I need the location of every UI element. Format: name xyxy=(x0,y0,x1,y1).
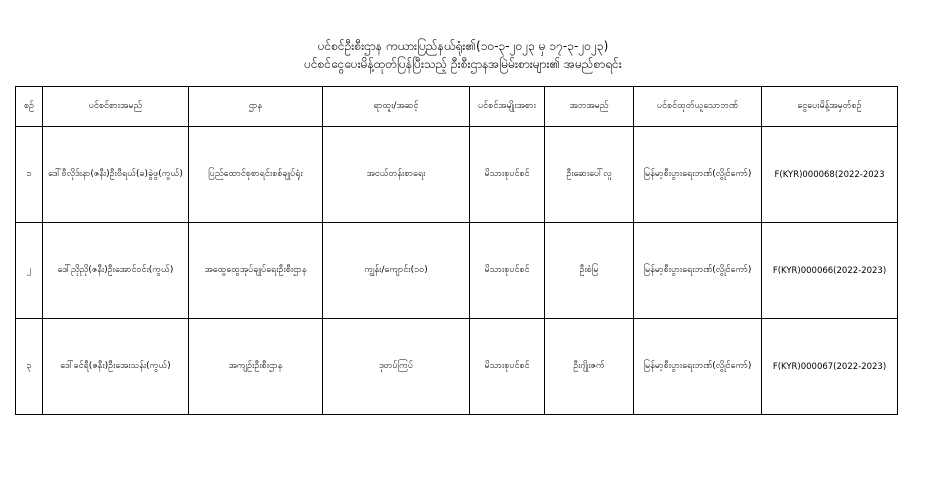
cell-pension-type: မိသားစုပင်စင် xyxy=(470,319,545,415)
col-header-bank: ပင်စင်ထုတ်ယူသောဘဏ် xyxy=(634,87,762,127)
cell-father-name: ဦးစံမြ xyxy=(545,223,634,319)
cell-department: ပြည်ထောင်စုစာရင်းစစ်ချုပ်ရုံး xyxy=(189,127,323,223)
col-header-rank: ရာထူး/အဆင့် xyxy=(323,87,470,127)
col-header-department: ဌာန xyxy=(189,87,323,127)
col-header-father-name: အဘအမည် xyxy=(545,87,634,127)
cell-bank: မြန်မာ့စီးပွားရေးဘဏ်(လွိုင်ကော်) xyxy=(634,223,762,319)
cell-department: အထွေထွေအုပ်ချုပ်ရေးဦးစီးဌာန xyxy=(189,223,323,319)
cell-rank: ကျွန်း/ကျောင်း(၁၀) xyxy=(323,223,470,319)
cell-rank: ဒုတပ်ကြပ် xyxy=(323,319,470,415)
cell-bank: မြန်မာ့စီးပွားရေးဘဏ်(လွိုင်ကော်) xyxy=(634,319,762,415)
col-header-order-number: ငွေပေးမိန့်အမှတ်စဉ် xyxy=(762,87,898,127)
cell-order-number: F(KYR)000066(2022-2023) xyxy=(762,223,898,319)
cell-pensioner-name: ဒေါ်ခင်ရီ(ဇနီး)ဦးအေးသန်း(ကွယ်) xyxy=(43,319,189,415)
table-row xyxy=(16,127,898,223)
pension-table xyxy=(15,86,898,415)
cell-order-number: F(KYR)000068(2022-2023 xyxy=(762,127,898,223)
cell-father-name: ဦးဂျိုးဇက် xyxy=(545,319,634,415)
cell-department: အကျဉ်းဦးစီးဌာန xyxy=(189,319,323,415)
document-subtitle: ပင်စင်ငွေပေးမိန့်ထုတ်ပြန်ပြီးသည့် ဦးစီးဌာနအမြဲမ်းစားများ၏ အမည်စာရင်း xyxy=(304,57,622,71)
cell-serial: ၂ xyxy=(16,223,43,319)
table-row xyxy=(16,223,898,319)
cell-serial: ၃ xyxy=(16,319,43,415)
cell-pensioner-name: ဒေါ်ဗီလိုဒ်းနာ(ဇနီး)ဦးဗီရယ်(ခ)ခွဲဖွ(ကွယ်) xyxy=(43,127,189,223)
header-row xyxy=(16,87,898,127)
cell-bank: မြန်မာ့စီးပွားရေးဘဏ်(လွိုင်ကော်) xyxy=(634,127,762,223)
cell-pension-type: မိသားစုပင်စင် xyxy=(470,223,545,319)
cell-order-number: F(KYR)000067(2022-2023) xyxy=(762,319,898,415)
document-title: ပင်စင်ဦးစီးဌာန ကယားပြည်နယ်ရုံး၏(၁၀-၃-၂၀၂၃ မှ ၁၇-၃-၂၀၂၃) xyxy=(317,39,609,53)
cell-pension-type: မိသားစုပင်စင် xyxy=(470,127,545,223)
cell-serial: ၁ xyxy=(16,127,43,223)
col-header-pension-type: ပင်စင်အမျိုးအစား xyxy=(470,87,545,127)
col-header-pensioner-name: ပင်စင်စားအမည် xyxy=(43,87,189,127)
col-header-serial: စဉ် xyxy=(16,87,43,127)
cell-father-name: ဦးဆေးပေါ်လူ xyxy=(545,127,634,223)
cell-pensioner-name: ဒေါ်ညိုညို(ဇနီး)ဦးအောင်ဝင်း(ကွယ်) xyxy=(43,223,189,319)
cell-rank: အငယ်တန်းစာရေး xyxy=(323,127,470,223)
table-row xyxy=(16,319,898,415)
